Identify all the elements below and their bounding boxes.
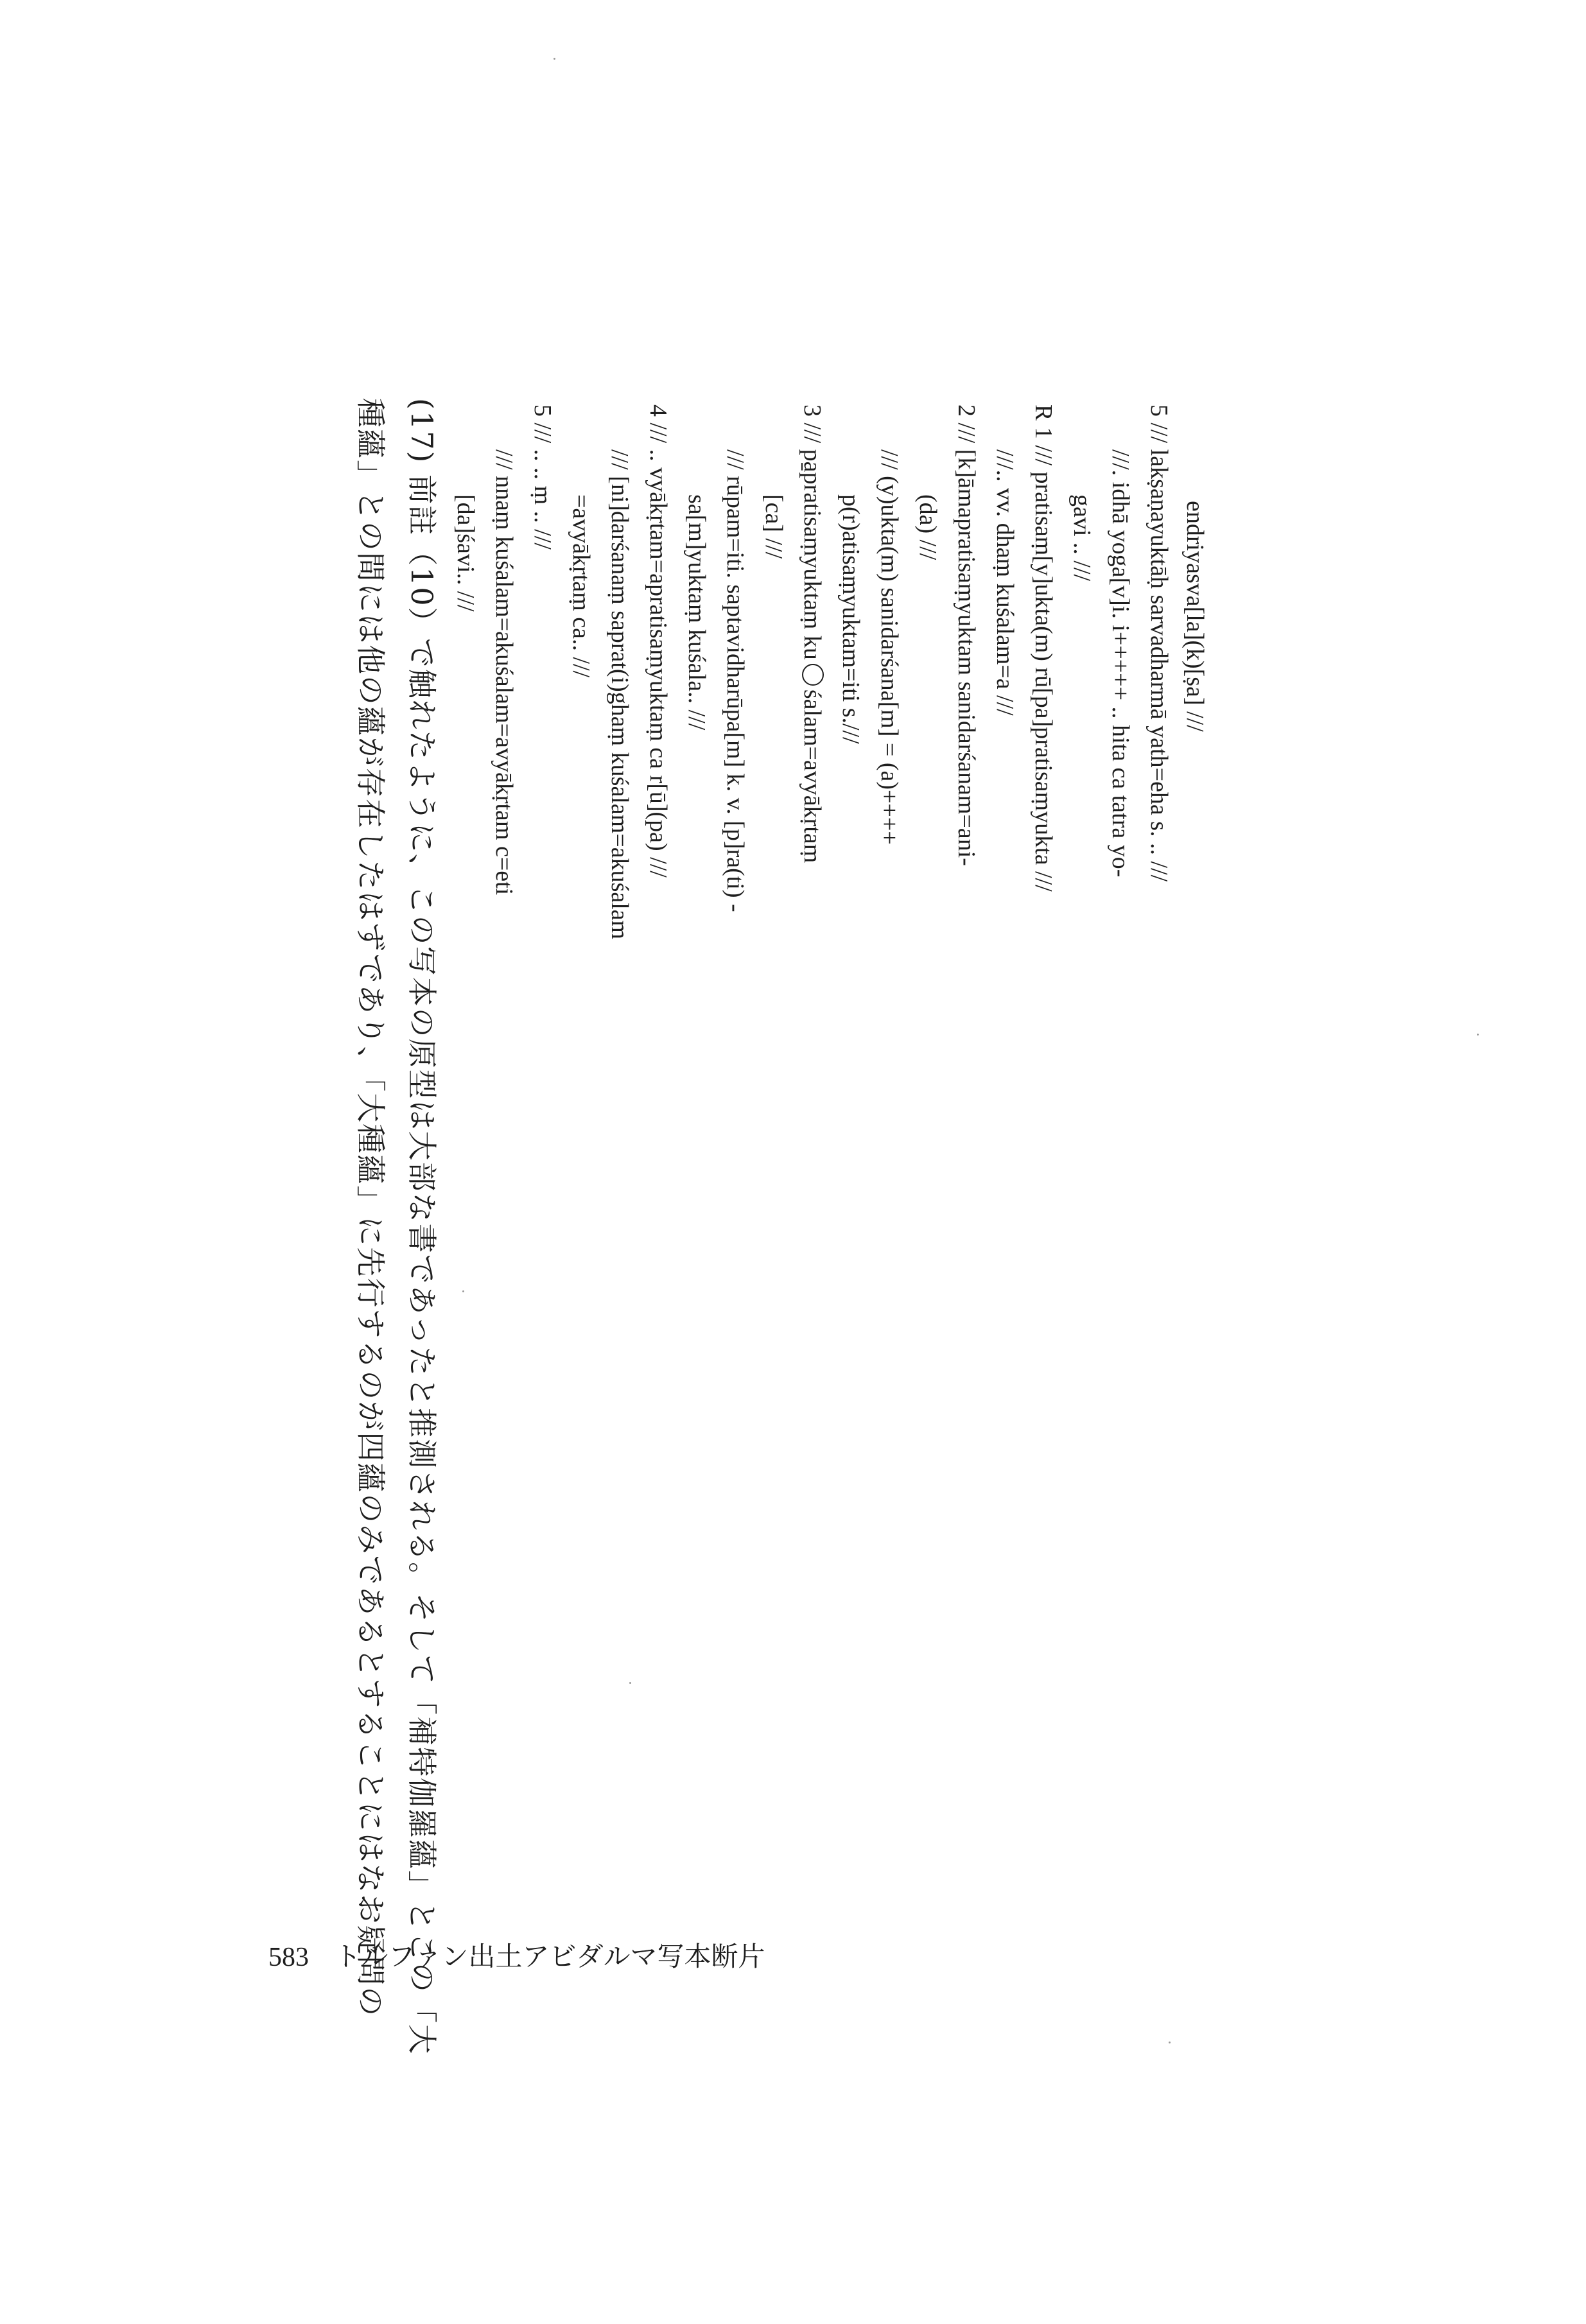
- transcription-line: ///.. vv. dhaṃ kuśalam=a ///: [991, 449, 1018, 716]
- transcription-line: gavi .. ///: [1068, 494, 1095, 582]
- page-number: 583: [268, 1943, 309, 1972]
- transcription-segment: 3 /// pa̱pratisaṃyuktaṃ ku: [799, 404, 826, 660]
- footnote-line: [407, 398, 437, 2055]
- scan-speck: [553, 58, 555, 60]
- transcription-line: [ca] ///: [760, 494, 787, 559]
- transcription-line: (da) ///: [914, 494, 941, 560]
- scan-speck: [629, 1682, 631, 1684]
- circle-mark-icon: [802, 664, 824, 686]
- transcription-line: sa[m]yuktaṃ kuśala.. ///: [683, 494, 710, 731]
- transcription-line: /// (y)ukta(m) sanidarśana[m] = (a)++++: [876, 449, 903, 845]
- transcription-line: [800, 404, 824, 863]
- transcription-line: 5 /// lakṣaṇayuktāḥ sarvadharmā yath=eha s. .. ///: [1146, 404, 1172, 882]
- transcription-line: R 1 /// pratisaṃ[y]ukta(m) rū[pa]pratisaṃyukta ///: [1030, 404, 1057, 892]
- transcription-line: endriyasva[la](k)[ṣa] ///: [1181, 501, 1208, 732]
- page-footer: [268, 1936, 765, 1974]
- footnote-number: (17): [405, 398, 439, 464]
- transcription-line: 2 /// [k]āmapratisaṃyuktam sanidarśanam=ani-: [953, 404, 980, 866]
- transcription-line: =avyākṛtaṃ ca.. ///: [568, 494, 595, 678]
- transcription-line: ///. idhā yoga[v]i. i+++++ .. hita ca tatra yo-: [1107, 449, 1134, 878]
- footnote-line: 種蘊」との間には他の蘊が存在したはずであり、「大種蘊」に先行するのが四蘊のみであるとすることにはなお疑問の: [353, 398, 388, 2018]
- scan-speck: [1477, 1034, 1479, 1036]
- transcription-line: /// nnaṃ kuśalam=akuśalam=avyākṛtam c=eti: [491, 449, 518, 896]
- transcription-line: 4 /// .. vyākṛtam=apratisaṃyuktaṃ ca r[ū](pa) ///: [645, 404, 672, 878]
- transcription-line: 5 /// .. .. ṃ .. ///: [529, 404, 556, 550]
- transcription-line: /// rūpam=iti. saptavidharūpa[m] k. v. [p]ra(ti) -: [722, 449, 749, 912]
- scan-speck: [462, 1290, 464, 1292]
- footnote-text: 前註（10）で触れたように、この写本の原型は大部な書であったと推測される。そして「補特伽羅蘊」とこの「大: [405, 474, 439, 2056]
- transcription-line: /// [ni]darśanaṃ saprat(i)ghaṃ kuśalam=akuśalam: [606, 449, 633, 940]
- transcription-line: [da]śavi.. ///: [452, 494, 479, 612]
- transcription-line: p(r)atisaṃyuktam=iti s.///: [837, 494, 864, 744]
- transcription-segment: śalam=avyākṛtaṃ: [799, 689, 826, 863]
- scan-speck: [1169, 2042, 1171, 2043]
- running-title: トルファン出土アビダルマ写本断片: [334, 1941, 765, 1972]
